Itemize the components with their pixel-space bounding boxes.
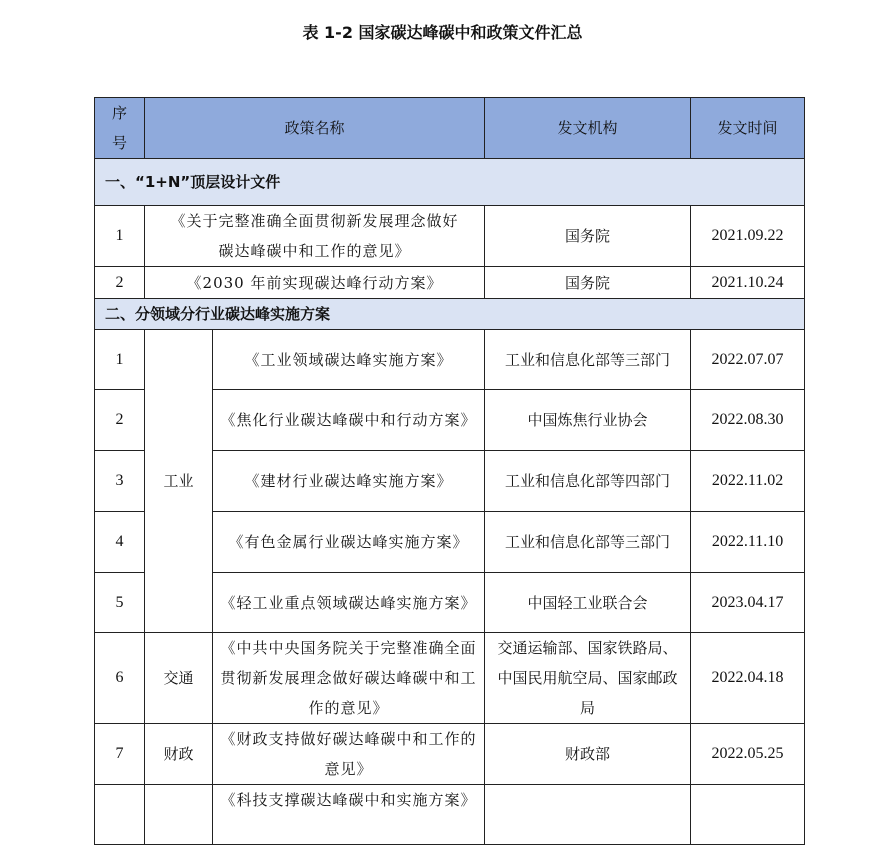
header-date: 发文时间 xyxy=(691,98,805,159)
seq-cell: 5 xyxy=(95,573,145,633)
org-cell: 工业和信息化部等三部门 xyxy=(485,330,691,390)
seq-cell: 2 xyxy=(95,267,145,299)
name-cell: 《工业领域碳达峰实施方案》 xyxy=(213,330,485,390)
name-cell: 《轻工业重点领域碳达峰实施方案》 xyxy=(213,573,485,633)
name-cell: 《财政支持做好碳达峰碳中和工作的意见》 xyxy=(213,724,485,785)
org-cell: 中国炼焦行业协会 xyxy=(485,390,691,451)
date-cell: 2022.05.25 xyxy=(691,724,805,785)
header-org: 发文机构 xyxy=(485,98,691,159)
date-cell: 2022.04.18 xyxy=(691,633,805,724)
table-row xyxy=(95,785,805,845)
seq-cell: 6 xyxy=(95,633,145,724)
field-cell: 工业 xyxy=(145,330,213,633)
section-label: 二、分领域分行业碳达峰实施方案 xyxy=(95,299,805,330)
table-row xyxy=(95,330,805,390)
org-cell: 中国轻工业联合会 xyxy=(485,573,691,633)
section-row xyxy=(95,159,805,206)
name-cell: 《中共中央国务院关于完整准确全面贯彻新发展理念做好碳达峰碳中和工作的意见》 xyxy=(213,633,485,724)
field-cell: 交通 xyxy=(145,633,213,724)
name-cell: 《关于完整准确全面贯彻新发展理念做好碳达峰碳中和工作的意见》 xyxy=(145,206,485,267)
org-cell: 交通运输部、国家铁路局、中国民用航空局、国家邮政局 xyxy=(485,633,691,724)
name-cell: 《科技支撑碳达峰碳中和实施方案》 xyxy=(213,785,485,845)
policy-table xyxy=(94,97,805,845)
date-cell: 2022.08.30 xyxy=(691,390,805,451)
table-row xyxy=(95,206,805,267)
seq-cell: 1 xyxy=(95,330,145,390)
section-label: 一、“1+N”顶层设计文件 xyxy=(95,159,805,206)
seq-cell: 3 xyxy=(95,451,145,512)
date-cell: 2023.04.17 xyxy=(691,573,805,633)
seq-cell: 1 xyxy=(95,206,145,267)
date-cell xyxy=(691,785,805,845)
header-name: 政策名称 xyxy=(145,98,485,159)
header-seq: 序号 xyxy=(95,98,145,159)
header-row xyxy=(95,98,805,159)
table-row xyxy=(95,724,805,785)
table-row xyxy=(95,267,805,299)
org-cell: 国务院 xyxy=(485,206,691,267)
name-cell: 《焦化行业碳达峰碳中和行动方案》 xyxy=(213,390,485,451)
date-cell: 2021.10.24 xyxy=(691,267,805,299)
org-cell: 国务院 xyxy=(485,267,691,299)
name-cell: 《建材行业碳达峰实施方案》 xyxy=(213,451,485,512)
table-row xyxy=(95,633,805,724)
date-cell: 2022.07.07 xyxy=(691,330,805,390)
field-cell: 财政 xyxy=(145,724,213,785)
name-cell: 《2030 年前实现碳达峰行动方案》 xyxy=(145,267,485,299)
seq-cell xyxy=(95,785,145,845)
field-cell xyxy=(145,785,213,845)
date-cell: 2022.11.02 xyxy=(691,451,805,512)
date-cell: 2021.09.22 xyxy=(691,206,805,267)
seq-cell: 7 xyxy=(95,724,145,785)
org-cell: 财政部 xyxy=(485,724,691,785)
org-cell xyxy=(485,785,691,845)
section-row xyxy=(95,299,805,330)
seq-cell: 4 xyxy=(95,512,145,573)
table-title: 表 1-2 国家碳达峰碳中和政策文件汇总 xyxy=(302,23,583,42)
name-cell: 《有色金属行业碳达峰实施方案》 xyxy=(213,512,485,573)
org-cell: 工业和信息化部等四部门 xyxy=(485,451,691,512)
org-cell: 工业和信息化部等三部门 xyxy=(485,512,691,573)
date-cell: 2022.11.10 xyxy=(691,512,805,573)
seq-cell: 2 xyxy=(95,390,145,451)
